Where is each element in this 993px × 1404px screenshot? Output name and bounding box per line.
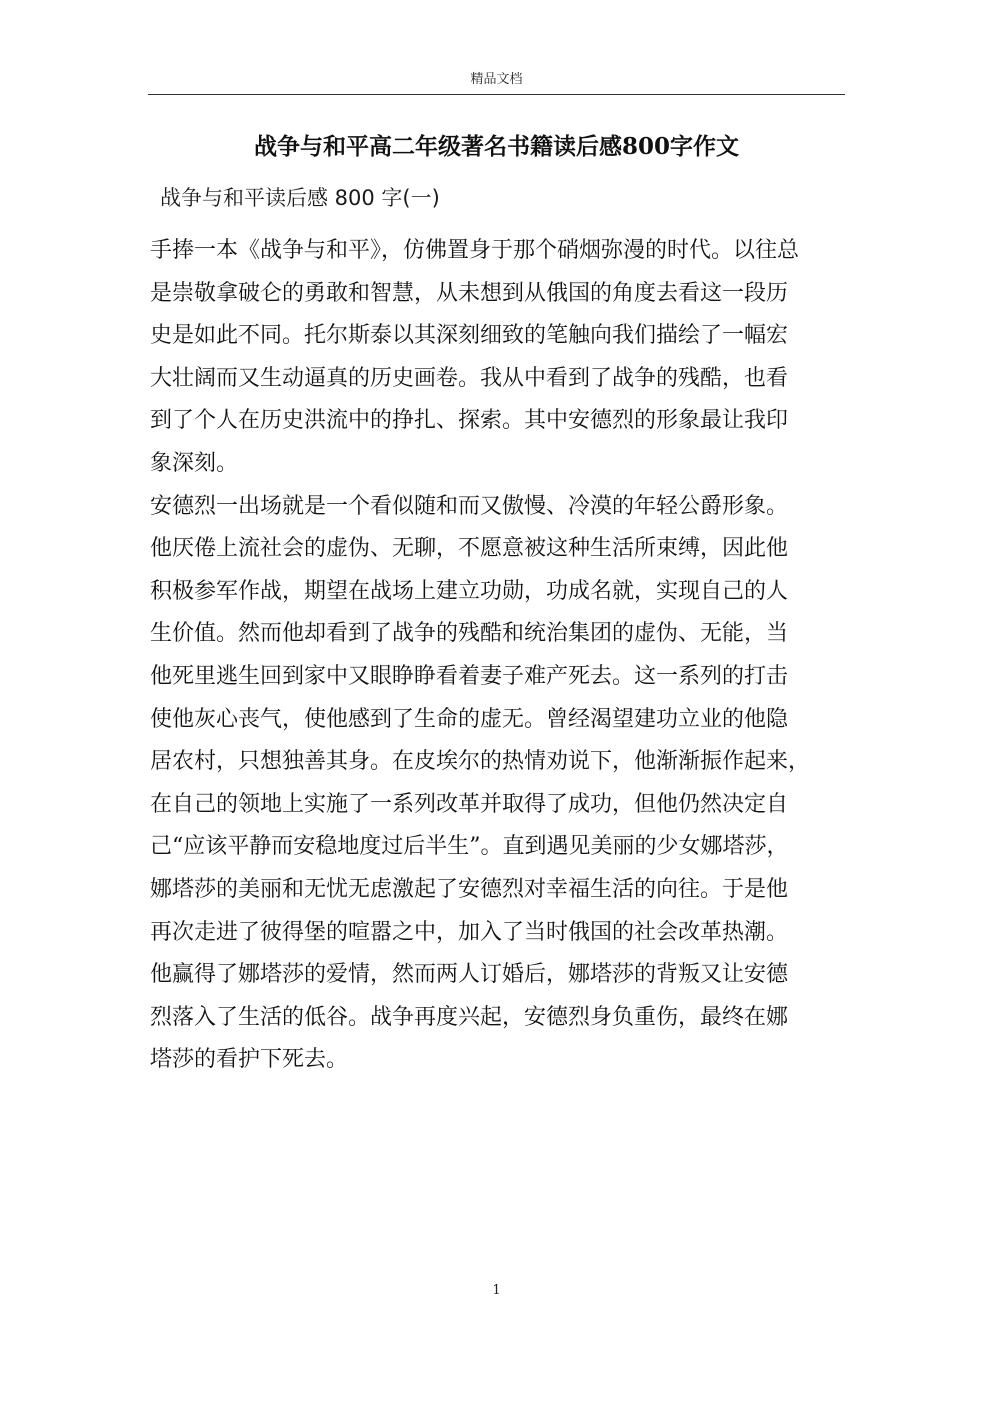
- text-line: 象深刻。: [150, 450, 239, 476]
- text-line: 使他灰心丧气，使他感到了生命的虚无。曾经渴望建功立业的他隐: [150, 706, 789, 732]
- page-number: 1: [492, 1283, 501, 1298]
- text-line: 大壮阔而又生动逼真的历史画卷。我从中看到了战争的残酷，也看: [150, 365, 789, 391]
- text-line: 他赢得了娜塔莎的爱情，然而两人订婚后，娜塔莎的背叛又让安德: [150, 962, 789, 988]
- document-title: 战争与和平高二年级著名书籍读后感800字作文: [253, 133, 739, 160]
- text-line: 他厌倦上流社会的虚伪、无聊，不愿意被这种生活所束缚，因此他: [150, 536, 789, 562]
- text-line: 娜塔莎的美丽和无忧无虑激起了安德烈对幸福生活的向往。于是他: [150, 876, 789, 902]
- text-line: 积极参军作战，期望在战场上建立功勋，功成名就，实现自己的人: [150, 578, 789, 604]
- text-line: 手捧一本《战争与和平》，仿佛置身于那个硝烟弥漫的时代。以往总: [150, 238, 800, 263]
- text-line: 到了个人在历史洪流中的挣扎、探索。其中安德烈的形象最让我印: [150, 408, 789, 434]
- text-line: 烈落入了生活的低谷。战争再度兴起，安德烈身负重伤，最终在娜: [150, 1004, 789, 1030]
- text-line: 己“应该平静而安稳地度过后半生”。直到遇见美丽的少女娜塔莎，: [150, 834, 789, 860]
- text-line: 他死里逃生回到家中又眼睁睁看着妻子难产死去。这一系列的打击: [150, 663, 789, 689]
- header-divider: [148, 94, 845, 95]
- body-text: [150, 230, 840, 1082]
- text-line: 安德烈一出场就是一个看似随和而又傲慢、冷漠的年轻公爵形象。: [150, 493, 789, 519]
- section-subtitle: 战争与和平读后感 800 字(一): [160, 186, 440, 210]
- text-line: 再次走进了彼得堡的喧嚣之中，加入了当时俄国的社会改革热潮。: [150, 919, 789, 945]
- text-line: 在自己的领地上实施了一系列改革并取得了成功，但他仍然决定自: [150, 791, 789, 817]
- text-line: 史是如此不同。托尔斯泰以其深刻细致的笔触向我们描绘了一幅宏: [150, 323, 789, 349]
- page-header: 精品文档: [470, 72, 523, 87]
- text-line: 生价值。然而他却看到了战争的残酷和统治集团的虚伪、无能，当: [150, 621, 789, 647]
- text-line: 塔莎的看护下死去。: [150, 1047, 349, 1073]
- text-line: 居农村，只想独善其身。在皮埃尔的热情劝说下，他渐渐振作起来，: [150, 749, 811, 775]
- text-line: 是崇敬拿破仑的勇敢和智慧，从未想到从俄国的角度去看这一段历: [150, 280, 789, 306]
